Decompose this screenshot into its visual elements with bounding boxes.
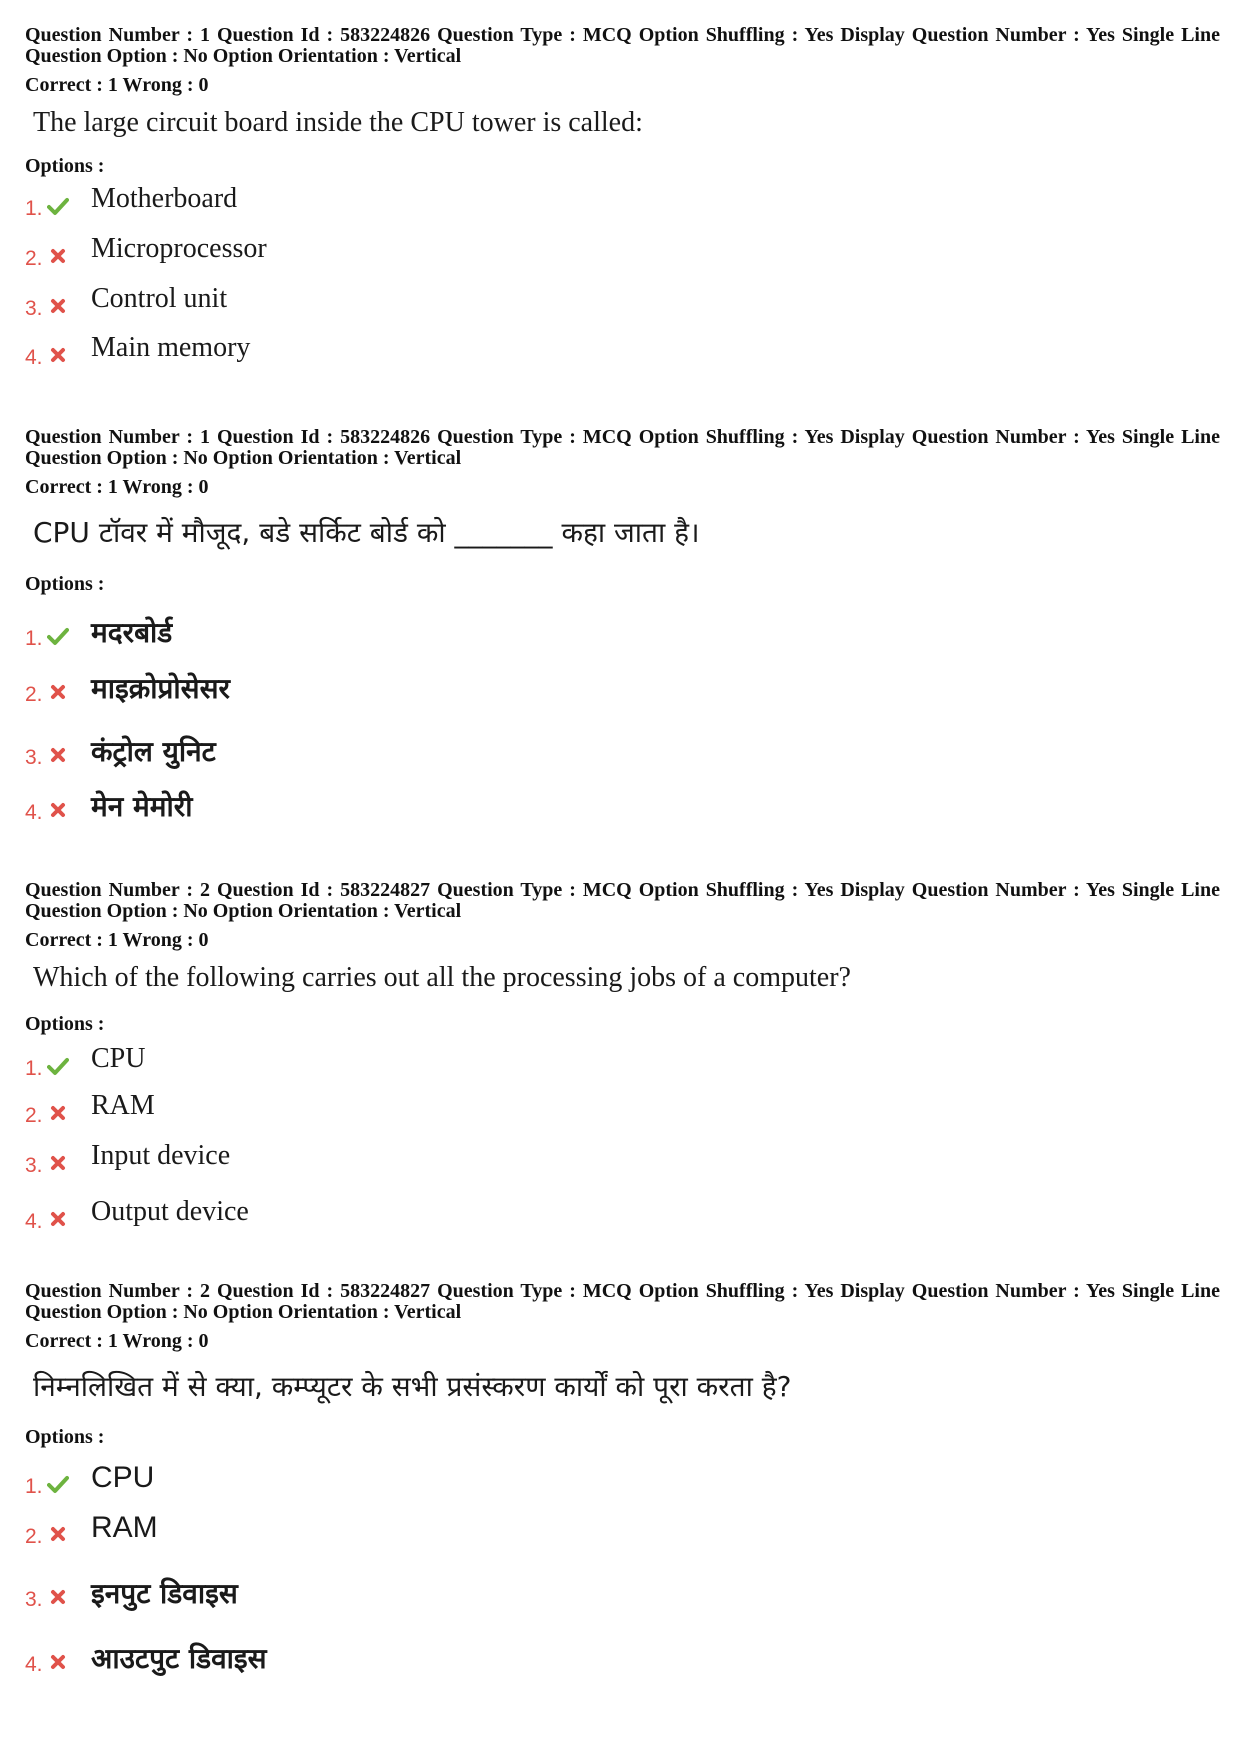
option-item (25, 1639, 1125, 1683)
option-number: 3. (25, 746, 43, 769)
option-text: मदरबोर्ड (91, 616, 173, 649)
question-block (25, 427, 1220, 847)
cross-icon (47, 1208, 69, 1230)
options-label: Options : (25, 1013, 105, 1035)
option-number: 2. (25, 683, 43, 706)
option-number: 2. (25, 247, 43, 270)
options-label: Options : (25, 573, 105, 595)
question-block (25, 25, 1220, 385)
option-text: Input device (91, 1140, 231, 1171)
cross-icon (47, 295, 69, 317)
option-item (25, 613, 1125, 657)
option-item (25, 1043, 1125, 1087)
cross-icon (47, 1523, 69, 1545)
option-item (25, 283, 1125, 327)
cross-icon (47, 1102, 69, 1124)
option-item (25, 787, 1125, 831)
option-item (25, 183, 1125, 227)
option-number: 1. (25, 1057, 43, 1080)
option-item (25, 732, 1125, 776)
marking-scheme: Correct : 1 Wrong : 0 (25, 74, 209, 96)
option-number: 2. (25, 1104, 43, 1127)
marking-scheme: Correct : 1 Wrong : 0 (25, 1330, 209, 1352)
option-item (25, 1140, 1125, 1184)
question-block (25, 880, 1220, 1240)
cross-icon (47, 744, 69, 766)
question-meta: Question Number : 2 Question Id : 583224827 Question Type : MCQ Option Shuffling : Yes Display Question Number : Yes Single Line Question Option : No Option Orientation : Vertical (25, 1280, 1220, 1323)
cross-icon (47, 1586, 69, 1608)
cross-icon (47, 344, 69, 366)
cross-icon (47, 1651, 69, 1673)
options-label: Options : (25, 155, 105, 177)
option-number: 2. (25, 1525, 43, 1548)
check-icon (47, 195, 69, 217)
option-item (25, 1511, 1125, 1555)
option-text: Output device (91, 1196, 249, 1227)
option-item (25, 1090, 1125, 1134)
option-item (25, 332, 1125, 376)
question-meta: Question Number : 2 Question Id : 583224827 Question Type : MCQ Option Shuffling : Yes Display Question Number : Yes Single Line Question Option : No Option Orientation : Vertical (25, 879, 1220, 922)
option-text: कंट्रोल युनिट (91, 735, 216, 768)
option-text: Control unit (91, 283, 228, 314)
question-meta: Question Number : 1 Question Id : 583224826 Question Type : MCQ Option Shuffling : Yes Display Question Number : Yes Single Line Question Option : No Option Orientation : Vertical (25, 426, 1220, 469)
check-icon (47, 1473, 69, 1495)
question-text: Which of the following carries out all the processing jobs of a computer? (33, 962, 851, 993)
option-number: 4. (25, 801, 43, 824)
cross-icon (47, 245, 69, 267)
option-text: Motherboard (91, 183, 238, 214)
option-text: मेन मेमोरी (91, 790, 193, 823)
option-number: 3. (25, 297, 43, 320)
option-text: RAM (91, 1511, 158, 1544)
options-label: Options : (25, 1426, 105, 1448)
option-item (25, 669, 1125, 713)
question-text: निम्नलिखित में से क्या, कम्प्यूटर के सभी प्रसंस्करण कार्यों को पूरा करता है? (33, 1370, 792, 1403)
option-item (25, 1196, 1125, 1240)
option-number: 3. (25, 1154, 43, 1177)
marking-scheme: Correct : 1 Wrong : 0 (25, 929, 209, 951)
option-text: Microprocessor (91, 233, 267, 264)
check-icon (47, 1055, 69, 1077)
question-text: CPU टॉवर में मौजूद, बडे सर्किट बोर्ड को _______ कहा जाता है। (33, 516, 700, 549)
option-text: CPU (91, 1461, 155, 1494)
option-text: CPU (91, 1043, 146, 1074)
cross-icon (47, 1152, 69, 1174)
option-text: Main memory (91, 332, 251, 363)
question-block (25, 1281, 1220, 1701)
option-text: माइक्रोप्रोसेसर (91, 672, 230, 705)
marking-scheme: Correct : 1 Wrong : 0 (25, 476, 209, 498)
option-item (25, 233, 1125, 277)
option-item (25, 1574, 1125, 1618)
question-text: The large circuit board inside the CPU tower is called: (33, 107, 643, 138)
option-number: 3. (25, 1588, 43, 1611)
option-number: 4. (25, 1653, 43, 1676)
check-icon (47, 625, 69, 647)
cross-icon (47, 681, 69, 703)
option-text: RAM (91, 1090, 155, 1121)
option-number: 4. (25, 346, 43, 369)
option-number: 1. (25, 1475, 43, 1498)
cross-icon (47, 799, 69, 821)
option-number: 4. (25, 1210, 43, 1233)
option-text: आउटपुट डिवाइस (91, 1642, 267, 1675)
question-meta: Question Number : 1 Question Id : 583224826 Question Type : MCQ Option Shuffling : Yes Display Question Number : Yes Single Line Question Option : No Option Orientation : Vertical (25, 24, 1220, 67)
option-item (25, 1461, 1125, 1505)
option-number: 1. (25, 627, 43, 650)
option-text: इनपुट डिवाइस (91, 1577, 238, 1610)
option-number: 1. (25, 197, 43, 220)
